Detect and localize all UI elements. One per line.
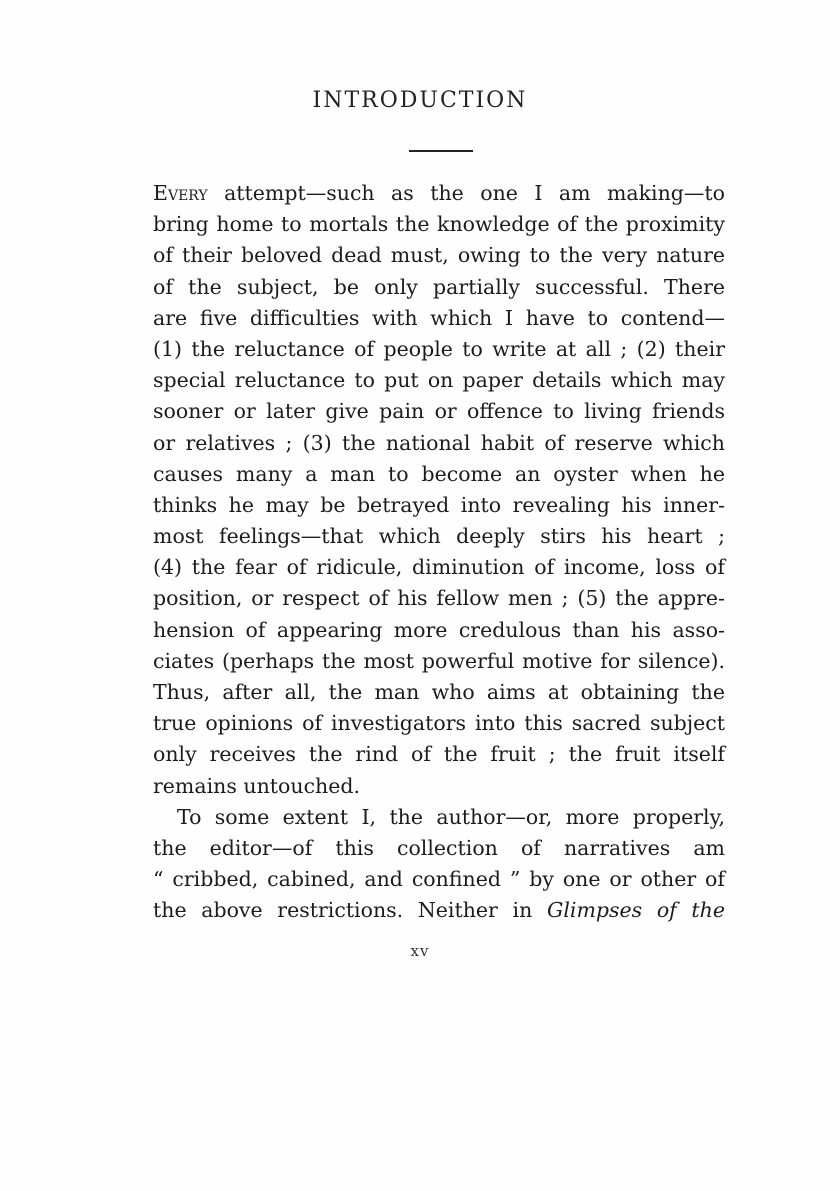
text-line: true opinions of investigators into this sacred subject xyxy=(153,711,725,736)
text-line: bring home to mortals the knowledge of the proximity xyxy=(153,212,725,237)
opening-word: Every xyxy=(153,181,208,205)
text-line: special reluctance to put on paper details which may xyxy=(153,368,725,393)
page-number: xv xyxy=(410,942,430,960)
text-line: Thus, after all, the man who aims at obtaining the xyxy=(153,680,725,704)
text-line: (1) the reluctance of people to write at all ; (2) their xyxy=(153,336,725,361)
page-title: INTRODUCTION xyxy=(312,88,528,113)
text-line: (4) the fear of ridicule, diminution of income, loss of xyxy=(153,555,725,580)
text-line: causes many a man to become an oyster when he xyxy=(153,461,725,486)
text-line: thinks he may be betrayed into revealing his inner- xyxy=(153,492,725,517)
text-line: To some extent I, the author—or, more properly, xyxy=(177,804,725,829)
body-text xyxy=(153,178,725,927)
text-line: remains untouched. xyxy=(153,773,361,798)
text-line: only receives the rind of the fruit ; the fruit itself xyxy=(153,742,725,767)
text-line: or relatives ; (3) the national habit of reserve which xyxy=(153,430,725,455)
text-line: position, or respect of his fellow men ; (5) the appre- xyxy=(153,586,725,611)
text-line: ciates (perhaps the most powerful motive for silence). xyxy=(153,648,725,673)
text-line: sooner or later give pain or offence to living friends xyxy=(153,399,725,424)
text-line: are five difficulties with which I have to contend— xyxy=(153,305,725,330)
text-line: hension of appearing more credulous than his asso- xyxy=(153,617,725,642)
text-line: the above restrictions. Neither in Glimpses of the xyxy=(153,898,726,923)
book-title-italic: Glimpses of the xyxy=(546,898,726,923)
text-line: of their beloved dead must, owing to the very nature xyxy=(153,243,725,268)
text-line: most feelings—that which deeply stirs his heart ; xyxy=(153,524,725,549)
title-rule xyxy=(409,150,473,152)
text-line: Every attempt—such as the one I am making—to xyxy=(153,181,725,205)
text-line: of the subject, be only partially successful. There xyxy=(153,274,725,299)
text-line: the editor—of this collection of narratives am xyxy=(153,835,725,860)
text-line: “ cribbed, cabined, and confined ” by one or other of xyxy=(153,867,725,892)
